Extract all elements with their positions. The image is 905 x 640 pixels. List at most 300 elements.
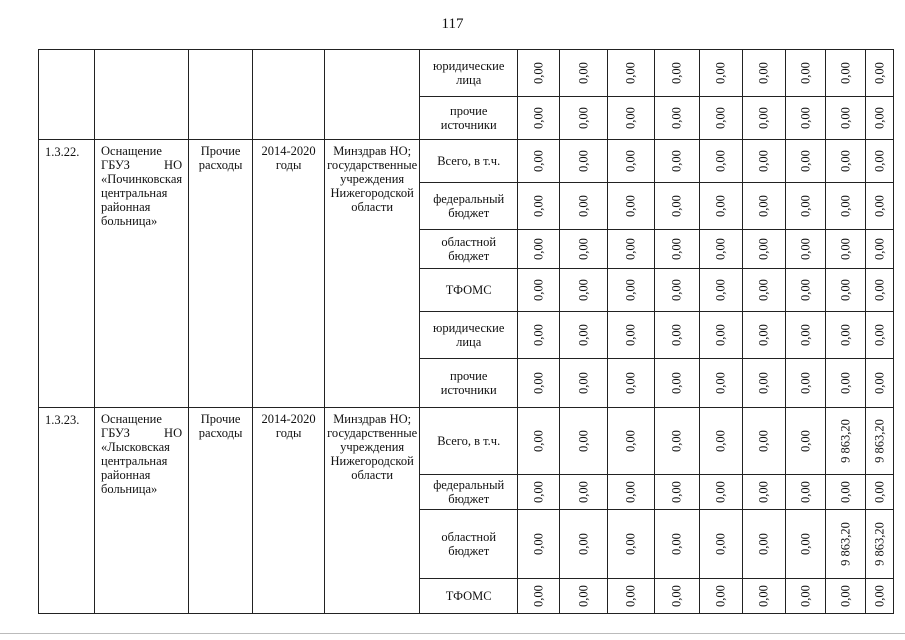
- value-wrap: [826, 183, 865, 229]
- value-text: 0,00: [872, 279, 887, 301]
- value-text: 0,00: [838, 150, 853, 172]
- value-wrap: [608, 510, 654, 578]
- value-text: 0,00: [669, 150, 684, 172]
- value-cell: [866, 97, 894, 140]
- value-text: 9 863,20: [872, 419, 887, 463]
- value-wrap: [743, 97, 785, 139]
- value-cell: [655, 97, 700, 140]
- value-cell: [866, 183, 894, 230]
- value-cell: [700, 97, 743, 140]
- value-cell: [560, 230, 608, 269]
- funding-source: прочие источники: [420, 359, 518, 408]
- value-text: 0,00: [531, 195, 546, 217]
- value-text: 0,00: [713, 62, 728, 84]
- value-cell: [655, 140, 700, 183]
- value-text: 0,00: [872, 62, 887, 84]
- value-cell: [655, 408, 700, 475]
- value-cell: [826, 510, 866, 579]
- value-cell: [786, 510, 826, 579]
- value-cell: [826, 408, 866, 475]
- value-wrap: [700, 312, 742, 358]
- value-wrap: [518, 50, 559, 96]
- value-wrap: [826, 312, 865, 358]
- value-wrap: [866, 97, 893, 139]
- value-text: 0,00: [756, 238, 771, 260]
- value-text: 0,00: [798, 324, 813, 346]
- value-cell: [866, 408, 894, 475]
- value-wrap: [743, 408, 785, 474]
- value-text: 0,00: [531, 279, 546, 301]
- table-row: [39, 50, 894, 97]
- value-wrap: [866, 269, 893, 311]
- value-cell: [655, 579, 700, 614]
- value-cell: [786, 475, 826, 510]
- value-wrap: [608, 475, 654, 509]
- table-row: [39, 408, 894, 475]
- value-wrap: [518, 579, 559, 613]
- value-text: 0,00: [798, 372, 813, 394]
- value-cell: [518, 475, 560, 510]
- value-text: 0,00: [798, 585, 813, 607]
- value-cell: [700, 269, 743, 312]
- value-wrap: [608, 579, 654, 613]
- value-wrap: [866, 579, 893, 613]
- value-text: 0,00: [576, 195, 591, 217]
- value-cell: [560, 312, 608, 359]
- value-text: 0,00: [576, 107, 591, 129]
- value-wrap: [826, 50, 865, 96]
- value-text: 0,00: [798, 150, 813, 172]
- value-wrap: [743, 269, 785, 311]
- value-text: 9 863,20: [838, 522, 853, 566]
- executor: [325, 50, 420, 140]
- value-cell: [518, 312, 560, 359]
- value-cell: [743, 183, 786, 230]
- value-wrap: [608, 183, 654, 229]
- value-cell: [560, 475, 608, 510]
- value-wrap: [786, 269, 825, 311]
- value-cell: [786, 269, 826, 312]
- value-wrap: [560, 97, 607, 139]
- value-text: 0,00: [838, 585, 853, 607]
- scan-edge-line: [0, 633, 905, 634]
- value-wrap: [866, 359, 893, 407]
- value-text: 0,00: [669, 372, 684, 394]
- value-wrap: [826, 510, 865, 578]
- value-cell: [518, 230, 560, 269]
- value-wrap: [560, 579, 607, 613]
- funding-source: областной бюджет: [420, 510, 518, 579]
- value-wrap: [786, 359, 825, 407]
- value-text: 0,00: [798, 430, 813, 452]
- value-text: 0,00: [669, 324, 684, 346]
- value-wrap: [608, 140, 654, 182]
- value-cell: [608, 183, 655, 230]
- table-row: [39, 140, 894, 183]
- value-text: 0,00: [756, 107, 771, 129]
- value-text: 0,00: [756, 481, 771, 503]
- value-wrap: [786, 475, 825, 509]
- value-wrap: [786, 50, 825, 96]
- value-text: 0,00: [531, 372, 546, 394]
- funding-source: федеральный бюджет: [420, 183, 518, 230]
- value-wrap: [608, 269, 654, 311]
- funding-source: областной бюджет: [420, 230, 518, 269]
- value-text: 0,00: [669, 481, 684, 503]
- value-wrap: [655, 97, 699, 139]
- value-cell: [655, 475, 700, 510]
- value-wrap: [655, 50, 699, 96]
- value-text: 0,00: [872, 481, 887, 503]
- value-text: 0,00: [838, 279, 853, 301]
- value-wrap: [608, 408, 654, 474]
- value-cell: [743, 50, 786, 97]
- value-wrap: [743, 50, 785, 96]
- value-cell: [743, 475, 786, 510]
- value-wrap: [655, 510, 699, 578]
- funding-source: Всего, в т.ч.: [420, 408, 518, 475]
- value-cell: [786, 230, 826, 269]
- value-wrap: [826, 140, 865, 182]
- value-text: 0,00: [531, 62, 546, 84]
- value-text: 0,00: [713, 372, 728, 394]
- value-text: 0,00: [576, 279, 591, 301]
- value-wrap: [700, 269, 742, 311]
- value-text: 0,00: [669, 107, 684, 129]
- value-wrap: [518, 510, 559, 578]
- value-cell: [826, 312, 866, 359]
- value-cell: [866, 312, 894, 359]
- value-text: 0,00: [531, 238, 546, 260]
- value-wrap: [866, 510, 893, 578]
- value-cell: [786, 50, 826, 97]
- value-text: 0,00: [838, 372, 853, 394]
- value-wrap: [866, 183, 893, 229]
- value-text: 0,00: [669, 238, 684, 260]
- value-cell: [655, 50, 700, 97]
- measure-name: Оснащение ГБУЗ НО «Починковская центральная районная больница»: [95, 140, 189, 408]
- value-text: 0,00: [669, 533, 684, 555]
- value-cell: [655, 312, 700, 359]
- value-cell: [826, 97, 866, 140]
- value-text: 0,00: [713, 150, 728, 172]
- value-wrap: [655, 579, 699, 613]
- value-wrap: [743, 312, 785, 358]
- value-cell: [743, 312, 786, 359]
- value-cell: [743, 97, 786, 140]
- value-wrap: [655, 230, 699, 268]
- value-wrap: [560, 140, 607, 182]
- value-cell: [560, 579, 608, 614]
- value-wrap: [700, 510, 742, 578]
- value-text: 0,00: [756, 533, 771, 555]
- value-cell: [866, 230, 894, 269]
- value-cell: [518, 50, 560, 97]
- value-cell: [700, 579, 743, 614]
- value-text: 0,00: [713, 585, 728, 607]
- value-wrap: [826, 359, 865, 407]
- value-text: 0,00: [798, 481, 813, 503]
- value-text: 0,00: [576, 150, 591, 172]
- value-wrap: [743, 359, 785, 407]
- value-wrap: [608, 359, 654, 407]
- value-cell: [866, 140, 894, 183]
- value-wrap: [826, 408, 865, 474]
- value-text: 0,00: [872, 238, 887, 260]
- value-wrap: [518, 97, 559, 139]
- value-cell: [786, 359, 826, 408]
- funding-source: Всего, в т.ч.: [420, 140, 518, 183]
- value-wrap: [518, 183, 559, 229]
- value-cell: [560, 97, 608, 140]
- value-text: 0,00: [623, 195, 638, 217]
- value-text: 0,00: [713, 195, 728, 217]
- value-cell: [866, 50, 894, 97]
- funding-source: прочие источники: [420, 97, 518, 140]
- value-cell: [826, 359, 866, 408]
- value-cell: [608, 50, 655, 97]
- value-wrap: [518, 140, 559, 182]
- value-cell: [655, 230, 700, 269]
- value-cell: [518, 359, 560, 408]
- value-wrap: [608, 50, 654, 96]
- value-wrap: [560, 230, 607, 268]
- value-cell: [826, 140, 866, 183]
- value-text: 0,00: [623, 62, 638, 84]
- value-wrap: [518, 359, 559, 407]
- value-text: 0,00: [798, 107, 813, 129]
- value-cell: [743, 510, 786, 579]
- value-wrap: [518, 408, 559, 474]
- value-wrap: [786, 579, 825, 613]
- value-cell: [608, 475, 655, 510]
- value-cell: [608, 510, 655, 579]
- value-cell: [560, 510, 608, 579]
- value-text: 0,00: [531, 150, 546, 172]
- value-text: 0,00: [531, 107, 546, 129]
- value-cell: [655, 510, 700, 579]
- value-wrap: [743, 510, 785, 578]
- value-wrap: [700, 183, 742, 229]
- value-text: 0,00: [713, 324, 728, 346]
- value-wrap: [560, 510, 607, 578]
- value-text: 0,00: [531, 533, 546, 555]
- value-wrap: [743, 183, 785, 229]
- value-wrap: [786, 408, 825, 474]
- value-wrap: [608, 312, 654, 358]
- value-cell: [786, 140, 826, 183]
- value-text: 0,00: [623, 324, 638, 346]
- value-cell: [866, 359, 894, 408]
- value-cell: [518, 97, 560, 140]
- value-wrap: [700, 359, 742, 407]
- value-wrap: [786, 183, 825, 229]
- value-cell: [743, 359, 786, 408]
- period: 2014-2020 годы: [253, 408, 325, 614]
- value-cell: [786, 579, 826, 614]
- value-wrap: [866, 475, 893, 509]
- value-wrap: [560, 50, 607, 96]
- executor: Минздрав НО; государственные учреждения Нижегородской области: [325, 408, 420, 614]
- value-text: 0,00: [669, 430, 684, 452]
- value-text: 0,00: [623, 107, 638, 129]
- value-cell: [655, 359, 700, 408]
- value-wrap: [655, 269, 699, 311]
- value-text: 0,00: [713, 533, 728, 555]
- value-text: 0,00: [713, 279, 728, 301]
- expense-type: [189, 50, 253, 140]
- value-wrap: [560, 183, 607, 229]
- value-cell: [700, 140, 743, 183]
- value-text: 0,00: [838, 107, 853, 129]
- value-cell: [560, 269, 608, 312]
- value-text: 0,00: [872, 372, 887, 394]
- row-number: [39, 50, 95, 140]
- period: 2014-2020 годы: [253, 140, 325, 408]
- value-wrap: [700, 50, 742, 96]
- page-number: 117: [441, 16, 464, 32]
- value-text: 0,00: [531, 585, 546, 607]
- value-cell: [826, 183, 866, 230]
- value-text: 0,00: [756, 372, 771, 394]
- value-text: 0,00: [576, 533, 591, 555]
- value-cell: [700, 230, 743, 269]
- value-cell: [700, 359, 743, 408]
- value-text: 0,00: [669, 279, 684, 301]
- value-wrap: [743, 475, 785, 509]
- value-wrap: [826, 269, 865, 311]
- value-text: 0,00: [872, 107, 887, 129]
- value-cell: [608, 312, 655, 359]
- value-text: 0,00: [576, 324, 591, 346]
- value-text: 0,00: [798, 195, 813, 217]
- value-cell: [743, 579, 786, 614]
- value-text: 0,00: [669, 195, 684, 217]
- value-wrap: [826, 579, 865, 613]
- row-number: 1.3.22.: [39, 140, 95, 408]
- value-cell: [560, 140, 608, 183]
- value-text: 0,00: [531, 481, 546, 503]
- value-cell: [518, 510, 560, 579]
- value-cell: [786, 97, 826, 140]
- funding-source: юридические лица: [420, 312, 518, 359]
- value-cell: [866, 510, 894, 579]
- value-wrap: [608, 230, 654, 268]
- value-text: 0,00: [531, 324, 546, 346]
- value-cell: [826, 269, 866, 312]
- value-text: 0,00: [838, 324, 853, 346]
- value-cell: [700, 50, 743, 97]
- value-wrap: [518, 230, 559, 268]
- value-text: 0,00: [756, 195, 771, 217]
- value-cell: [560, 408, 608, 475]
- value-text: 9 863,20: [872, 522, 887, 566]
- value-wrap: [700, 579, 742, 613]
- value-cell: [608, 140, 655, 183]
- value-text: 0,00: [838, 195, 853, 217]
- value-cell: [655, 269, 700, 312]
- value-cell: [518, 269, 560, 312]
- value-cell: [866, 475, 894, 510]
- value-cell: [700, 408, 743, 475]
- value-cell: [866, 269, 894, 312]
- funding-source: ТФОМС: [420, 579, 518, 614]
- value-cell: [655, 183, 700, 230]
- value-text: 0,00: [872, 585, 887, 607]
- value-text: 0,00: [576, 62, 591, 84]
- value-text: 0,00: [756, 324, 771, 346]
- value-text: 0,00: [838, 238, 853, 260]
- value-cell: [700, 510, 743, 579]
- value-cell: [608, 230, 655, 269]
- measure-name: [95, 50, 189, 140]
- value-wrap: [786, 230, 825, 268]
- value-cell: [826, 50, 866, 97]
- expense-type: Прочие расходы: [189, 408, 253, 614]
- value-cell: [608, 408, 655, 475]
- value-wrap: [518, 312, 559, 358]
- funding-source: юридические лица: [420, 50, 518, 97]
- value-cell: [700, 475, 743, 510]
- value-cell: [786, 408, 826, 475]
- value-text: 0,00: [576, 372, 591, 394]
- value-wrap: [866, 140, 893, 182]
- value-text: 0,00: [798, 62, 813, 84]
- value-text: 0,00: [713, 430, 728, 452]
- funding-source: федеральный бюджет: [420, 475, 518, 510]
- value-cell: [518, 579, 560, 614]
- value-cell: [608, 97, 655, 140]
- value-text: 0,00: [756, 62, 771, 84]
- value-wrap: [700, 140, 742, 182]
- value-wrap: [743, 230, 785, 268]
- value-wrap: [518, 475, 559, 509]
- value-cell: [608, 359, 655, 408]
- value-wrap: [786, 140, 825, 182]
- budget-table: [38, 49, 894, 614]
- value-wrap: [700, 230, 742, 268]
- funding-source: ТФОМС: [420, 269, 518, 312]
- value-cell: [743, 269, 786, 312]
- value-text: 0,00: [713, 238, 728, 260]
- measure-name: Оснащение ГБУЗ НО «Лысковская центральная районная больница»: [95, 408, 189, 614]
- value-text: 0,00: [623, 150, 638, 172]
- value-wrap: [560, 312, 607, 358]
- executor: Минздрав НО; государственные учреждения Нижегородской области: [325, 140, 420, 408]
- value-text: 0,00: [756, 430, 771, 452]
- value-text: 0,00: [623, 533, 638, 555]
- value-wrap: [655, 359, 699, 407]
- value-cell: [608, 269, 655, 312]
- value-text: 0,00: [756, 150, 771, 172]
- value-wrap: [786, 510, 825, 578]
- value-text: 0,00: [756, 279, 771, 301]
- value-cell: [786, 312, 826, 359]
- value-wrap: [866, 312, 893, 358]
- value-wrap: [700, 408, 742, 474]
- value-wrap: [743, 579, 785, 613]
- value-text: 0,00: [798, 279, 813, 301]
- value-cell: [700, 312, 743, 359]
- value-wrap: [826, 97, 865, 139]
- value-wrap: [560, 269, 607, 311]
- value-cell: [826, 475, 866, 510]
- value-text: 0,00: [872, 324, 887, 346]
- value-wrap: [700, 97, 742, 139]
- value-wrap: [560, 408, 607, 474]
- value-wrap: [560, 359, 607, 407]
- value-cell: [560, 50, 608, 97]
